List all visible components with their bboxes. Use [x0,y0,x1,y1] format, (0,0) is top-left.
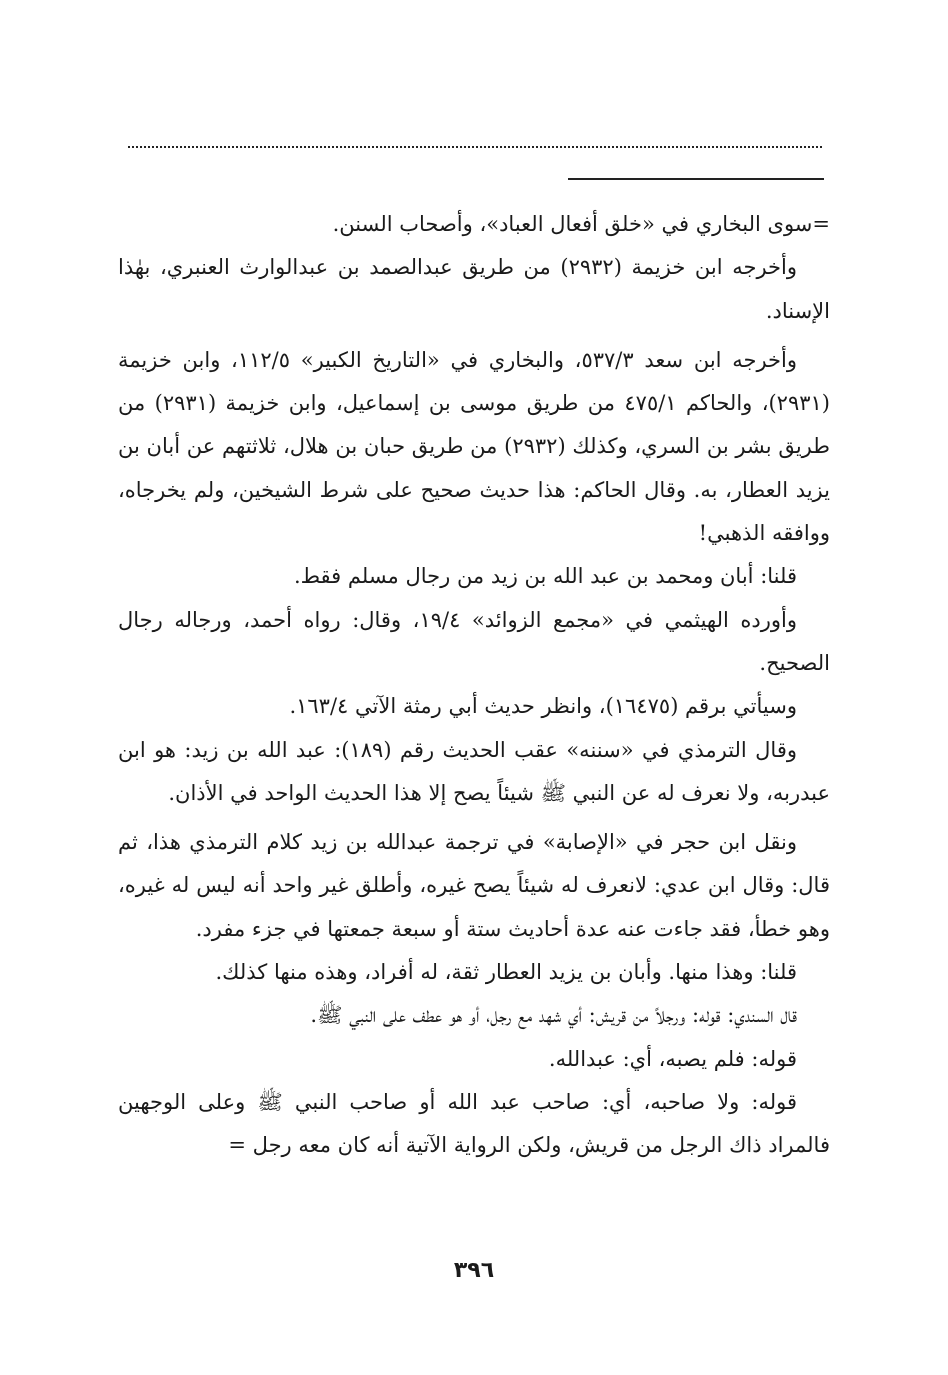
footnote-paragraph: وأخرجه ابن سعد ٥٣٧/٣، والبخاري في «التاريخ الكبير» ١١٢/٥، وابن خزيمة (٢٩٣١)، والحاكم ٤٧٥/١ من طريق موسى بن إسماعيل، وابن خزيمة (٢٩٣١) من طريق بشر بن السري، وكذلك (٢٩٣٢) من طريق حبان بن هلال، ثلاثتهم عن أبان بن يزيد العطار، به. وقال الحاكم: هذا حديث صحيح على شرط الشيخين، ولم يخرجاه، ووافقه الذهبي! [118,347,830,546]
footnote-paragraph: قوله: فلم يصبه، أي: عبدالله. [548,1046,797,1071]
footnote-paragraph: قوله: ولا صاحبه، أي: صاحب عبد الله أو صاحب النبي ﷺ وعلى الوجهين فالمراد ذاك الرجل من قريش، ولكن الرواية الآتية أنه كان معه رجل = [118,1089,830,1158]
footnote-paragraph: =سوى البخاري في «خلق أفعال العباد»، وأصحاب السنن. [332,212,830,236]
footnote-paragraph: وأورده الهيثمي في «مجمع الزوائد» ١٩/٤، وقال: رواه أحمد، ورجاله رجال الصحيح. [118,607,830,675]
footnote-text [118,203,830,1168]
footnote-paragraph: قلنا: وهذا منها. وأبان بن يزيد العطار ثقة، له أفراد، وهذه منها كذلك. [215,960,797,985]
footnote-paragraph: قال السندي: قوله: ورجلاً من قريش: أي شهد مع رجل، أو هو عطف على النبي ﷺ. [310,1003,797,1028]
footnote-paragraph: ونقل ابن حجر في «الإصابة» في ترجمة عبدالله بن زيد كلام الترمذي هذا، ثم قال: وقال ابن عدي: لانعرف له شيئاً يصح غيره، وأطلق غير واحد أنه ليس له غيره، وهو خطأ، فقد جاءت عنه عدة أحاديث ستة أو سبعة جمعتها في جزء مفرد. [118,830,830,941]
footnote-paragraph: وأخرجه ابن خزيمة (٢٩٣٢) من طريق عبدالصمد بن عبدالوارث العنبري، بهٰذا الإسناد. [118,255,830,323]
page-number: ٣٩٦ [453,1258,495,1283]
dotted-separator [128,128,822,148]
footnote-paragraph: قلنا: أبان ومحمد بن عبد الله بن زيد من رجال مسلم فقط. [293,564,797,589]
footnote-paragraph: وسيأتي برقم (١٦٤٧٥)، وانظر حديث أبي رمثة الآتي ١٦٣/٤. [289,694,797,719]
footnote-rule [568,178,824,180]
footnote-paragraph: وقال الترمذي في «سننه» عقب الحديث رقم (١٨٩): عبد الله بن زيد: هو ابن عبدربه، ولا نعرف له عن النبي ﷺ شيئاً يصح إلا هذا الحديث الواحد في الأذان. [118,737,830,805]
